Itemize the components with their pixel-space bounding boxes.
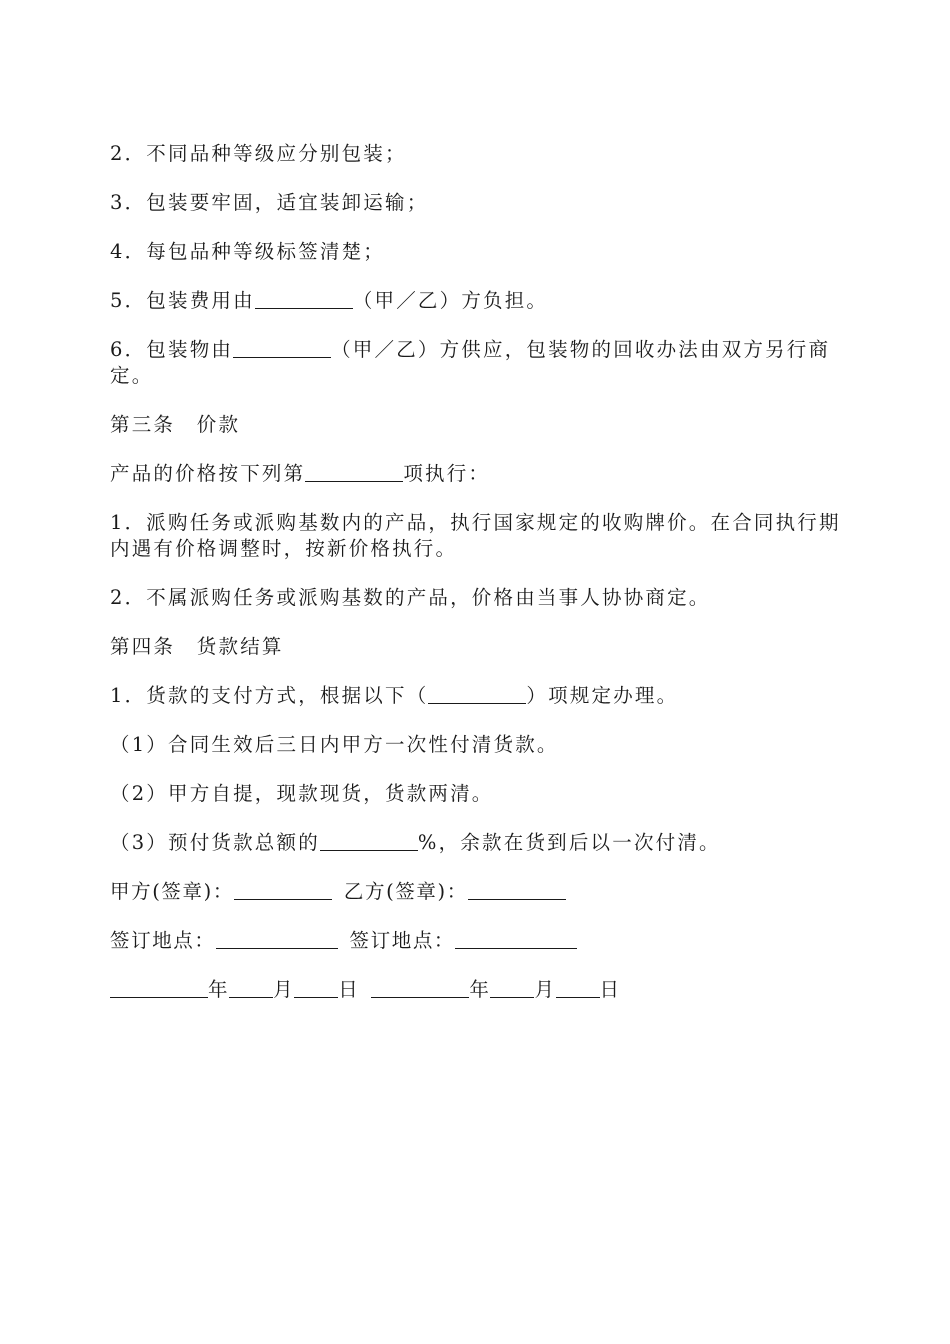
blank-field[interactable] [255, 288, 353, 309]
clause-packaging-4 [110, 239, 845, 265]
year-field-b[interactable] [371, 977, 469, 998]
place-label-b: 签订地点： [349, 929, 456, 952]
article-3-title [110, 412, 845, 438]
payment-option-3 [110, 830, 845, 856]
place-b-field[interactable] [455, 928, 577, 949]
contract-page [110, 141, 845, 1026]
payment-option-1 [110, 732, 845, 758]
clause-text: （2）甲方自提，现款现货，货款两清。 [110, 782, 494, 805]
clause-packaging-2 [110, 141, 845, 167]
day-field-b[interactable] [556, 977, 600, 998]
signature-line [110, 879, 845, 905]
price-clause [110, 461, 845, 487]
payment-option-2 [110, 781, 845, 807]
clause-text: 5．包装费用由 [110, 289, 255, 312]
month-field-b[interactable] [490, 977, 534, 998]
year-field-a[interactable] [110, 977, 208, 998]
clause-packaging-5 [110, 288, 845, 314]
clause-text: 4．每包品种等级标签清楚； [110, 240, 386, 263]
party-a-label: 甲方(签章)： [110, 880, 234, 903]
clause-text: （1）合同生效后三日内甲方一次性付清货款。 [110, 733, 559, 756]
blank-field[interactable] [305, 461, 403, 482]
signing-place-line [110, 928, 845, 954]
year-label: 年 [208, 978, 230, 1001]
party-b-label: 乙方(签章)： [343, 880, 468, 903]
year-label: 年 [469, 978, 491, 1001]
clause-packaging-3 [110, 190, 845, 216]
clause-text: ）项规定办理。 [526, 684, 679, 707]
blank-field[interactable] [233, 337, 331, 358]
payment-clause [110, 683, 845, 709]
price-item-2 [110, 585, 845, 611]
clause-text: 产品的价格按下列第 [110, 462, 306, 485]
blank-field[interactable] [428, 683, 526, 704]
day-label: 日 [338, 978, 360, 1001]
clause-text: 项执行： [403, 462, 491, 485]
day-label: 日 [599, 978, 621, 1001]
price-item-1 [110, 510, 845, 562]
place-a-field[interactable] [216, 928, 338, 949]
clause-text: 2．不同品种等级应分别包装； [110, 142, 407, 165]
clause-text: 3．包装要牢固，适宜装卸运输； [110, 191, 429, 214]
blank-field[interactable] [320, 830, 418, 851]
month-label: 月 [273, 978, 295, 1001]
day-field-a[interactable] [294, 977, 338, 998]
article-4-title [110, 634, 845, 660]
place-label-a: 签订地点： [110, 929, 216, 952]
article-heading: 第三条 价款 [110, 413, 241, 436]
party-b-signature-field[interactable] [468, 879, 566, 900]
clause-text: （甲／乙）方负担。 [352, 289, 549, 312]
party-a-signature-field[interactable] [234, 879, 332, 900]
clause-text: %，余款在货到后以一次付清。 [417, 831, 721, 854]
month-label: 月 [534, 978, 556, 1001]
clause-text: （3）预付货款总额的 [110, 831, 320, 854]
signing-date-line [110, 977, 845, 1003]
article-heading: 第四条 货款结算 [110, 635, 284, 658]
clause-text: （甲／乙）方供应，包装物的回收办法由双方另行商定。 [110, 338, 831, 387]
month-field-a[interactable] [229, 977, 273, 998]
clause-text: 2．不属派购任务或派购基数的产品，价格由当事人协协商定。 [110, 586, 711, 609]
clause-text: 1．派购任务或派购基数内的产品，执行国家规定的收购牌价。在合同执行期内遇有价格调整时，按新价格执行。 [110, 511, 841, 560]
clause-packaging-6 [110, 337, 845, 389]
clause-text: 6．包装物由 [110, 338, 234, 361]
clause-text: 1．货款的支付方式，根据以下（ [110, 684, 429, 707]
